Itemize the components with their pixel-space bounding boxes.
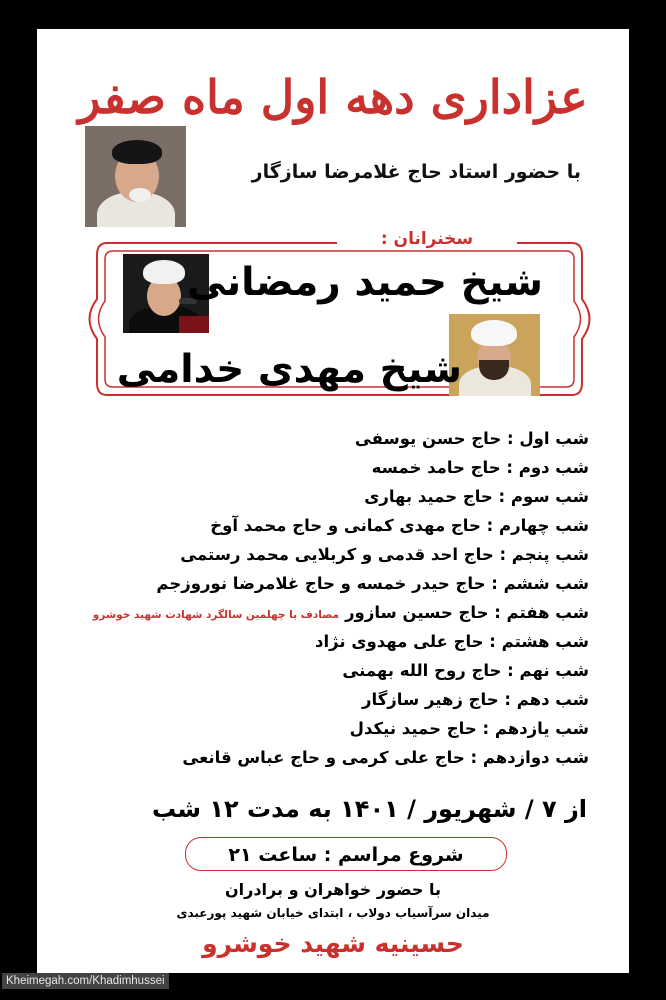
night-text: شب چهارم : حاج مهدی کمانی و حاج محمد آوخ — [210, 516, 589, 535]
night-text: شب هشتم : حاج علی مهدوی نژاد — [315, 632, 589, 651]
night-text: شب دوازدهم : حاج علی کرمی و حاج عباس قانعی — [182, 748, 589, 767]
night-row-5 — [89, 540, 589, 569]
night-row-11 — [89, 714, 589, 743]
night-row-3 — [89, 482, 589, 511]
presence-text: با حضور استاد حاج غلامرضا سازگار — [251, 161, 581, 183]
night-row-10 — [89, 685, 589, 714]
night-row-7 — [89, 598, 589, 627]
guest-photo — [85, 126, 186, 227]
address-text: میدان سرآسیاب دولاب ، ابتدای خیابان شهید پورعبدی — [176, 906, 490, 920]
poster — [37, 29, 629, 973]
night-text: شب هفتم : حاج حسین سازور — [345, 603, 589, 622]
night-row-2 — [89, 453, 589, 482]
night-text: شب اول : حاج حسن یوسفی — [354, 429, 589, 448]
night-text: شب دوم : حاج حامد خمسه — [371, 458, 589, 477]
night-row-12 — [89, 743, 589, 772]
page-title: عزاداری دهه اول ماه صفر — [78, 70, 588, 124]
night-text: شب پنجم : حاج احد قدمی و کربلایی محمد رستمی — [180, 545, 589, 564]
night-text: شب دهم : حاج زهیر سازگار — [362, 690, 589, 709]
nights-list — [89, 424, 589, 772]
night-text: شب نهم : حاج روح الله بهمنی — [342, 661, 589, 680]
speaker-2-photo — [449, 314, 540, 396]
night-row-9 — [89, 656, 589, 685]
night-text: شب سوم : حاج حمید بهاری — [364, 487, 589, 506]
speakers-label: سخنرانان : — [337, 229, 517, 249]
night-text: شب یازدهم : حاج حمید نیکدل — [349, 719, 589, 738]
watermark: Kheimegah.com/Khadimhussei — [2, 973, 169, 989]
speaker-name-2: شیخ مهدی خدامی — [116, 347, 462, 392]
night-row-6 — [89, 569, 589, 598]
night-text: شب ششم : حاج حیدر خمسه و حاج غلامرضا نوروزجم — [156, 574, 589, 593]
venue-name: حسینیه شهید خوشرو — [202, 929, 464, 958]
night-row-4 — [89, 511, 589, 540]
start-time-badge: شروع مراسم : ساعت ۲۱ — [185, 837, 507, 871]
night-note: مصادف با چهلمین سالگرد شهادت شهید خوشرو — [92, 609, 340, 621]
night-row-1 — [89, 424, 589, 453]
speaker-name-1: شیخ حمید رمضانی — [186, 260, 543, 305]
night-row-8 — [89, 627, 589, 656]
audience-text: با حضور خواهران و برادران — [224, 880, 442, 899]
date-range: از ۷ / شهریور / ۱۴۰۱ به مدت ۱۲ شب — [151, 795, 587, 823]
